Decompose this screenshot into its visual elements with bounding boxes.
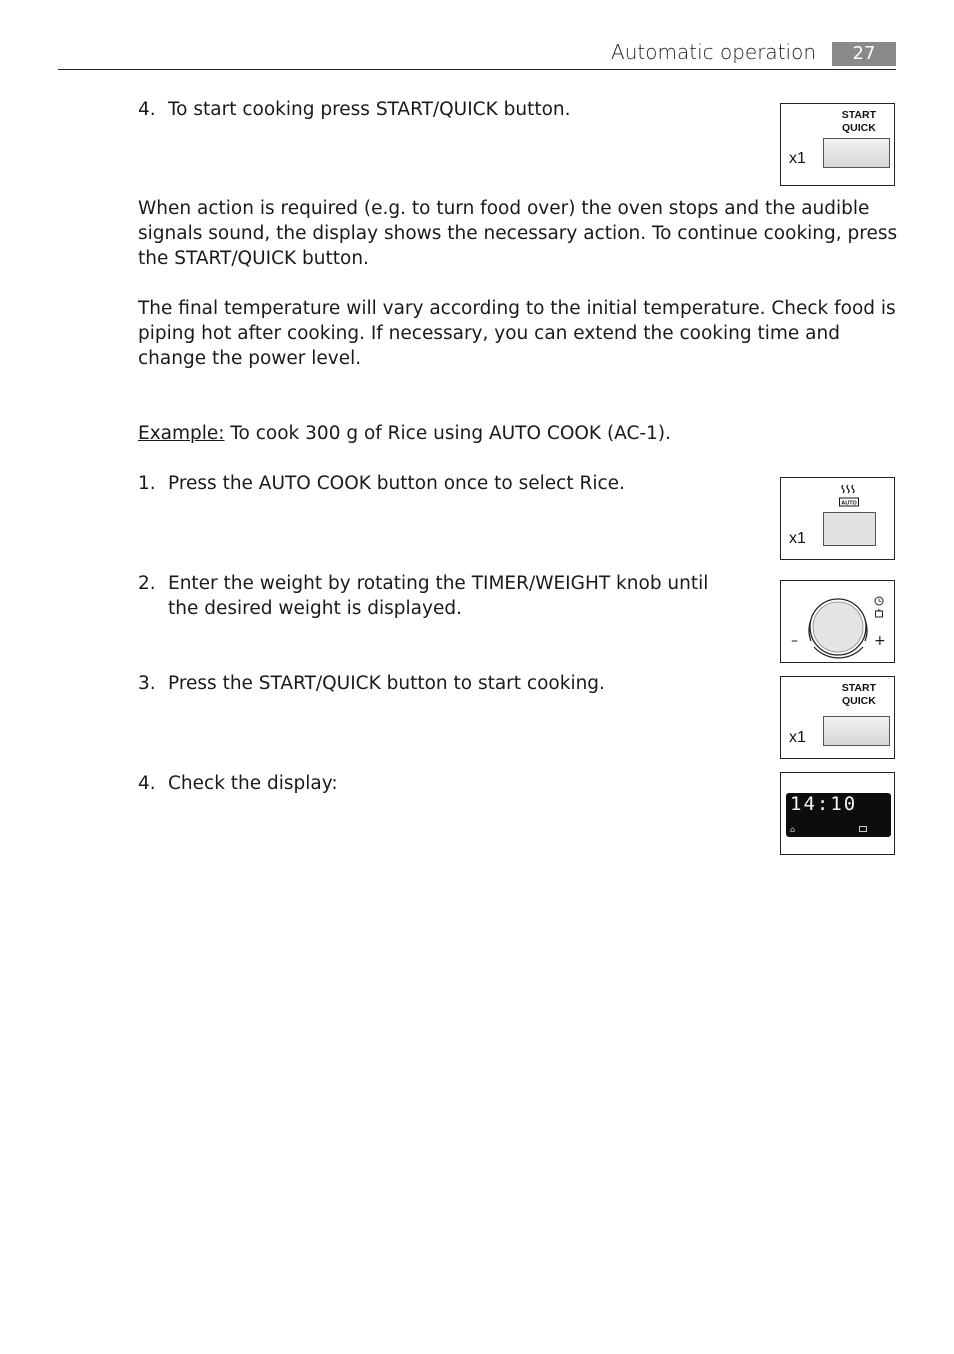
step-number: 4. — [138, 99, 156, 120]
step-number: 1. — [138, 473, 156, 494]
step-text: Press the START/QUICK button to start cooking. — [168, 673, 605, 694]
page-number: 27 — [832, 42, 896, 66]
start-quick-button — [823, 138, 890, 168]
step-number: 3. — [138, 673, 156, 694]
step-number: 2. — [138, 573, 156, 594]
oven-display — [786, 793, 891, 837]
weight-icon — [876, 611, 883, 617]
timer-weight-knob-illustration — [780, 580, 895, 663]
step-text: To start cooking press START/QUICK button. — [168, 99, 571, 120]
start-quick-button — [823, 716, 890, 746]
press-count: x1 — [789, 530, 806, 547]
example-label: Example: — [138, 423, 225, 444]
step-text: Enter the weight by rotating the TIMER/WEIGHT knob until the desired weight is displayed. — [168, 573, 709, 619]
timer-weight-knob — [781, 581, 896, 664]
section-title: Automatic operation — [611, 40, 816, 64]
step-number: 4. — [138, 773, 156, 794]
press-count: x1 — [789, 150, 806, 167]
start-quick-illustration — [780, 676, 895, 759]
steam-auto-icon — [838, 483, 860, 509]
step-text: Press the AUTO COOK button once to select Rice. — [168, 473, 625, 494]
display-digits: 14:10 — [790, 793, 858, 815]
display-illustration — [780, 772, 895, 855]
header-divider — [58, 69, 896, 70]
example-line — [138, 421, 838, 446]
paragraph-temperature: The final temperature will vary according to the initial temperature. Check food is piping hot after cooking. If necessary, you can extend the cooking time and change the power level. — [138, 298, 896, 369]
svg-text:AUTO: AUTO — [841, 500, 857, 507]
press-count: x1 — [789, 729, 806, 746]
auto-cook-button — [823, 512, 876, 546]
example-text: To cook 300 g of Rice using AUTO COOK (AC-1). — [230, 423, 671, 444]
start-quick-label: START QUICK — [841, 109, 876, 134]
step-text: Check the display: — [168, 773, 338, 794]
knob-minus-label: – — [791, 633, 798, 649]
start-quick-illustration — [780, 103, 895, 186]
weight-icon: ⌂ — [790, 825, 796, 834]
auto-cook-illustration — [780, 477, 895, 560]
knob-plus-label: + — [874, 633, 886, 649]
paragraph-action: When action is required (e.g. to turn food over) the oven stops and the audible signals sound, the display shows the necessary action. To continue cooking, press the START/QUICK button. — [138, 198, 898, 269]
start-quick-label: START QUICK — [841, 682, 876, 707]
microwave-icon — [859, 826, 867, 832]
